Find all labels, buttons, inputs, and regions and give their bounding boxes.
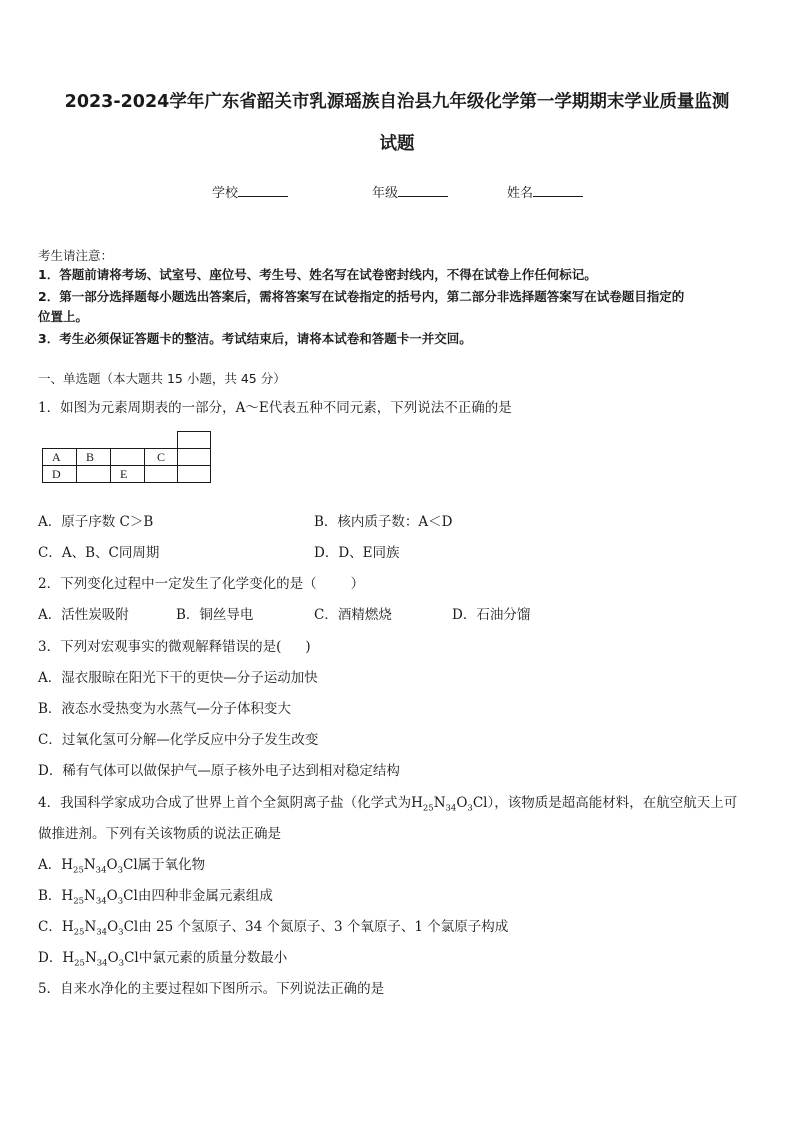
table-cell bbox=[178, 449, 211, 466]
question-5-stem: 5．自来水净化的主要过程如下图所示。下列说法正确的是 bbox=[38, 981, 385, 997]
question-3-stem-text: 3．下列对宏观事实的微观解释错误的是( bbox=[38, 639, 282, 655]
school-label: 学校 bbox=[212, 186, 239, 201]
question-4-stem-cont: 做推进剂。下列有关该物质的说法正确是 bbox=[38, 826, 281, 842]
question-4-option-a[interactable]: A．$H_{25}N_{34}O_3Cl$属于氧化物 bbox=[38, 857, 206, 876]
table-cell bbox=[111, 449, 145, 466]
question-2-stem bbox=[38, 572, 364, 592]
name-field bbox=[507, 182, 583, 201]
table-cell-e: E bbox=[111, 466, 145, 483]
question-3-option-d[interactable]: D．稀有气体可以做保护气—原子核外电子达到相对稳定结构 bbox=[38, 763, 400, 779]
question-1-option-b[interactable]: B．核内质子数：A＜D bbox=[314, 514, 453, 530]
school-field bbox=[212, 182, 288, 201]
notice-heading: 考生请注意： bbox=[38, 248, 114, 263]
question-2-stem-text: 2．下列变化过程中一定发生了化学变化的是（ bbox=[38, 576, 317, 592]
question-3-stem-end: ) bbox=[305, 639, 311, 655]
chemical-formula: $H_{25}N_{34}O_3Cl$ bbox=[61, 888, 138, 907]
question-1-stem: 1．如图为元素周期表的一部分，A～E代表五种不同元素，下列说法不正确的是 bbox=[38, 400, 512, 416]
periodic-table-fragment bbox=[42, 431, 211, 483]
question-3-option-c[interactable]: C．过氧化氢可分解—化学反应中分子发生改变 bbox=[38, 732, 319, 748]
question-1-option-c[interactable]: C．A、B、C同周期 bbox=[38, 545, 160, 561]
table-cell bbox=[178, 466, 211, 483]
table-cell bbox=[178, 432, 211, 449]
document-title-line2: 试题 bbox=[379, 134, 415, 154]
question-4-option-b[interactable]: B．$H_{25}N_{34}O_3Cl$由四种非金属元素组成 bbox=[38, 888, 273, 907]
notice-item-3: 3．考生必须保证答题卡的整洁。考试结束后，请将本试卷和答题卡一并交回。 bbox=[38, 331, 472, 346]
question-3-stem bbox=[38, 635, 311, 655]
table-cell bbox=[77, 466, 111, 483]
name-label: 姓名 bbox=[507, 186, 534, 201]
chemical-formula: $H_{25}N_{34}O_3Cl$ bbox=[411, 795, 488, 814]
question-1-option-a[interactable]: A．原子序数 C＞B bbox=[38, 514, 154, 530]
chemical-formula: $H_{25}N_{34}O_3Cl$ bbox=[62, 950, 139, 969]
notice-item-2: 2．第一部分选择题每小题选出答案后，需将答案写在试卷指定的括号内，第二部分非选择题答案写在试卷题目指定的 bbox=[38, 289, 685, 304]
school-blank[interactable] bbox=[238, 183, 288, 197]
chemical-formula: $H_{25}N_{34}O_3Cl$ bbox=[61, 919, 139, 938]
table-cell-c: C bbox=[145, 449, 178, 466]
notice-item-2-cont: 位置上。 bbox=[38, 309, 89, 324]
document-title-line1: 2023-2024学年广东省韶关市乳源瑶族自治县九年级化学第一学期期末学业质量监测 bbox=[64, 92, 730, 112]
question-4-option-c[interactable]: C．$H_{25}N_{34}O_3Cl$由 25 个氢原子、34 个氮原子、3 个氧原子、1 个氯原子构成 bbox=[38, 919, 509, 938]
grade-field bbox=[372, 182, 448, 201]
question-1-option-d[interactable]: D．D、E同族 bbox=[314, 545, 400, 561]
question-3-option-a[interactable]: A．湿衣服晾在阳光下干的更快—分子运动加快 bbox=[38, 670, 318, 686]
name-blank[interactable] bbox=[533, 183, 583, 197]
question-4-stem-text: 4．我国科学家成功合成了世界上首个全氮阴离子盐（化学式为 bbox=[38, 795, 412, 811]
grade-blank[interactable] bbox=[398, 183, 448, 197]
table-cell bbox=[145, 466, 178, 483]
table-cell-b: B bbox=[77, 449, 111, 466]
question-4-stem bbox=[38, 791, 738, 814]
notice-item-1: 1．答题前请将考场、试室号、座位号、考生号、姓名写在试卷密封线内，不得在试卷上作任何标记。 bbox=[38, 267, 597, 282]
question-2-stem-end: ） bbox=[350, 576, 365, 592]
table-cell-a: A bbox=[43, 449, 77, 466]
question-4-option-d[interactable]: D．$H_{25}N_{34}O_3Cl$中氯元素的质量分数最小 bbox=[38, 950, 288, 969]
chemical-formula: $H_{25}N_{34}O_3Cl$ bbox=[61, 857, 138, 876]
question-2-option-b[interactable]: B．铜丝导电 bbox=[176, 607, 254, 623]
section-heading: 一、单选题（本大题共 15 小题，共 45 分） bbox=[38, 371, 286, 386]
question-2-option-d[interactable]: D．石油分馏 bbox=[452, 607, 531, 623]
grade-label: 年级 bbox=[372, 186, 399, 201]
question-3-option-b[interactable]: B．液态水受热变为水蒸气—分子体积变大 bbox=[38, 701, 291, 717]
question-4-stem-text-2: ），该物质是超高能材料，在航空航天上可 bbox=[487, 795, 738, 811]
question-2-option-a[interactable]: A．活性炭吸附 bbox=[38, 607, 129, 623]
question-2-option-c[interactable]: C．酒精燃烧 bbox=[314, 607, 392, 623]
table-cell-d: D bbox=[43, 466, 77, 483]
